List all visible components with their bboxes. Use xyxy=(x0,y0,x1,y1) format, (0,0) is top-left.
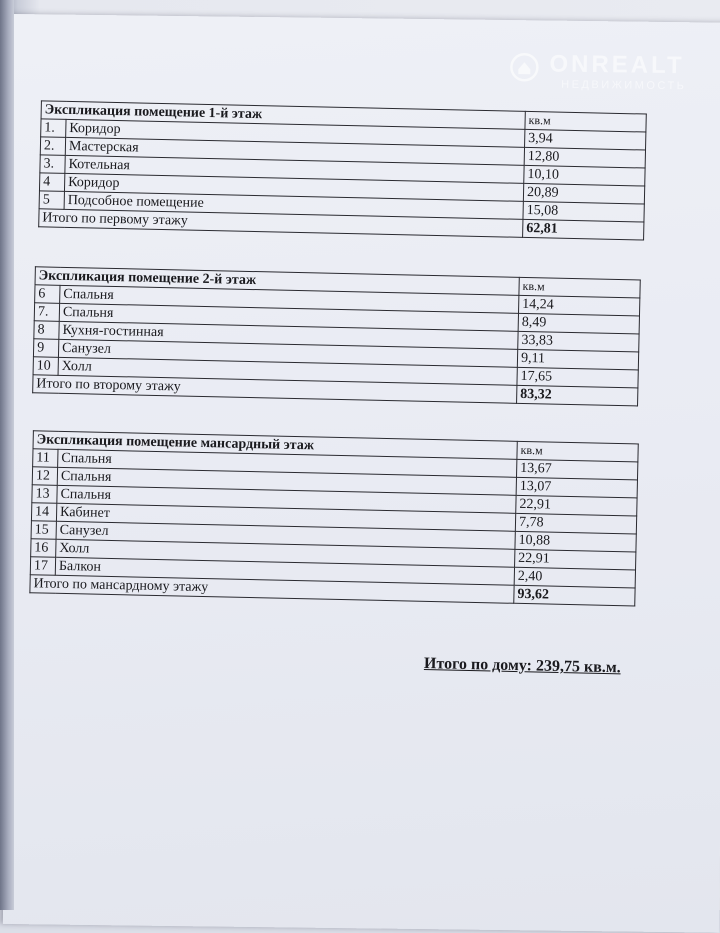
room-area: 10,88 xyxy=(515,531,636,552)
total-value: 83,32 xyxy=(517,385,638,406)
room-name: Спальня xyxy=(57,467,516,495)
room-number: 2. xyxy=(40,137,65,156)
room-area: 22,91 xyxy=(516,495,637,516)
floor-2-table xyxy=(32,266,641,406)
room-area: 12,80 xyxy=(524,147,645,168)
room-number: 8 xyxy=(34,321,59,340)
room-name: Спальня xyxy=(60,285,519,313)
room-area: 20,89 xyxy=(523,183,644,204)
room-name: Санузел xyxy=(56,521,515,549)
room-number: 16 xyxy=(31,539,56,558)
table-title: Экспликация помещение мансардный этаж xyxy=(33,431,517,460)
room-name: Коридор xyxy=(66,119,525,147)
room-name: Спальня xyxy=(59,303,518,331)
room-number: 9 xyxy=(33,339,58,358)
room-name: Кабинет xyxy=(56,503,515,531)
room-number: 3. xyxy=(40,155,65,174)
room-name: Кухня-гостинная xyxy=(59,321,518,349)
page-binding-edge xyxy=(0,0,14,910)
room-number: 14 xyxy=(31,503,56,522)
unit-label: кв.м xyxy=(517,441,638,462)
room-area: 17,65 xyxy=(517,367,638,388)
total-label: Итого по первому этажу xyxy=(39,209,523,238)
room-number: 7. xyxy=(34,303,59,322)
room-name: Коридор xyxy=(64,173,523,201)
room-number: 12 xyxy=(32,467,57,486)
watermark-brand: ONREALT xyxy=(549,50,685,80)
total-label: Итого по мансардному этажу xyxy=(30,575,514,604)
room-number: 6 xyxy=(35,285,60,304)
table-title: Экспликация помещение 2-й этаж xyxy=(35,267,519,296)
room-area: 7,78 xyxy=(515,513,636,534)
room-number: 4 xyxy=(39,173,64,192)
room-area: 14,24 xyxy=(519,295,640,316)
room-area: 10,10 xyxy=(524,165,645,186)
room-name: Подсобное помещение xyxy=(64,191,523,219)
room-area: 13,07 xyxy=(516,477,637,498)
room-name: Спальня xyxy=(58,449,517,477)
room-area: 8,49 xyxy=(518,313,639,334)
watermark xyxy=(509,50,720,97)
room-area: 33,83 xyxy=(518,331,639,352)
total-value: 93,62 xyxy=(514,585,635,606)
room-number: 10 xyxy=(33,357,58,376)
document-page xyxy=(3,14,720,933)
table-title: Экспликация помещение 1-й этаж xyxy=(41,101,525,130)
room-name: Котельная xyxy=(65,155,524,183)
room-name: Балкон xyxy=(55,557,514,585)
room-name: Мастерская xyxy=(65,137,524,165)
room-number: 15 xyxy=(31,521,56,540)
attic-floor-table xyxy=(29,430,638,606)
total-value: 62,81 xyxy=(523,219,644,240)
room-area: 15,08 xyxy=(523,201,644,222)
total-label: Итого по второму этажу xyxy=(33,375,517,404)
room-area: 3,94 xyxy=(525,129,646,150)
room-name: Спальня xyxy=(57,485,516,513)
room-name: Холл xyxy=(56,539,515,567)
room-number: 11 xyxy=(33,449,58,468)
room-area: 22,91 xyxy=(515,549,636,570)
house-logo-icon xyxy=(509,52,539,82)
room-number: 5 xyxy=(39,191,64,210)
room-name: Холл xyxy=(58,357,517,385)
room-area: 9,11 xyxy=(517,349,638,370)
room-name: Санузел xyxy=(58,339,517,367)
floor-1-table xyxy=(38,100,647,240)
unit-label: кв.м xyxy=(519,277,640,298)
room-area: 13,67 xyxy=(517,459,638,480)
grand-total: Итого по дому: 239,75 кв.м. xyxy=(423,655,621,677)
watermark-subtitle: НЕДВИЖИМОСТЬ xyxy=(561,78,687,93)
room-number: 17 xyxy=(30,557,55,576)
unit-label: кв.м xyxy=(525,111,646,132)
room-number: 1. xyxy=(41,119,66,138)
room-number: 13 xyxy=(32,485,57,504)
room-area: 2,40 xyxy=(514,567,635,588)
